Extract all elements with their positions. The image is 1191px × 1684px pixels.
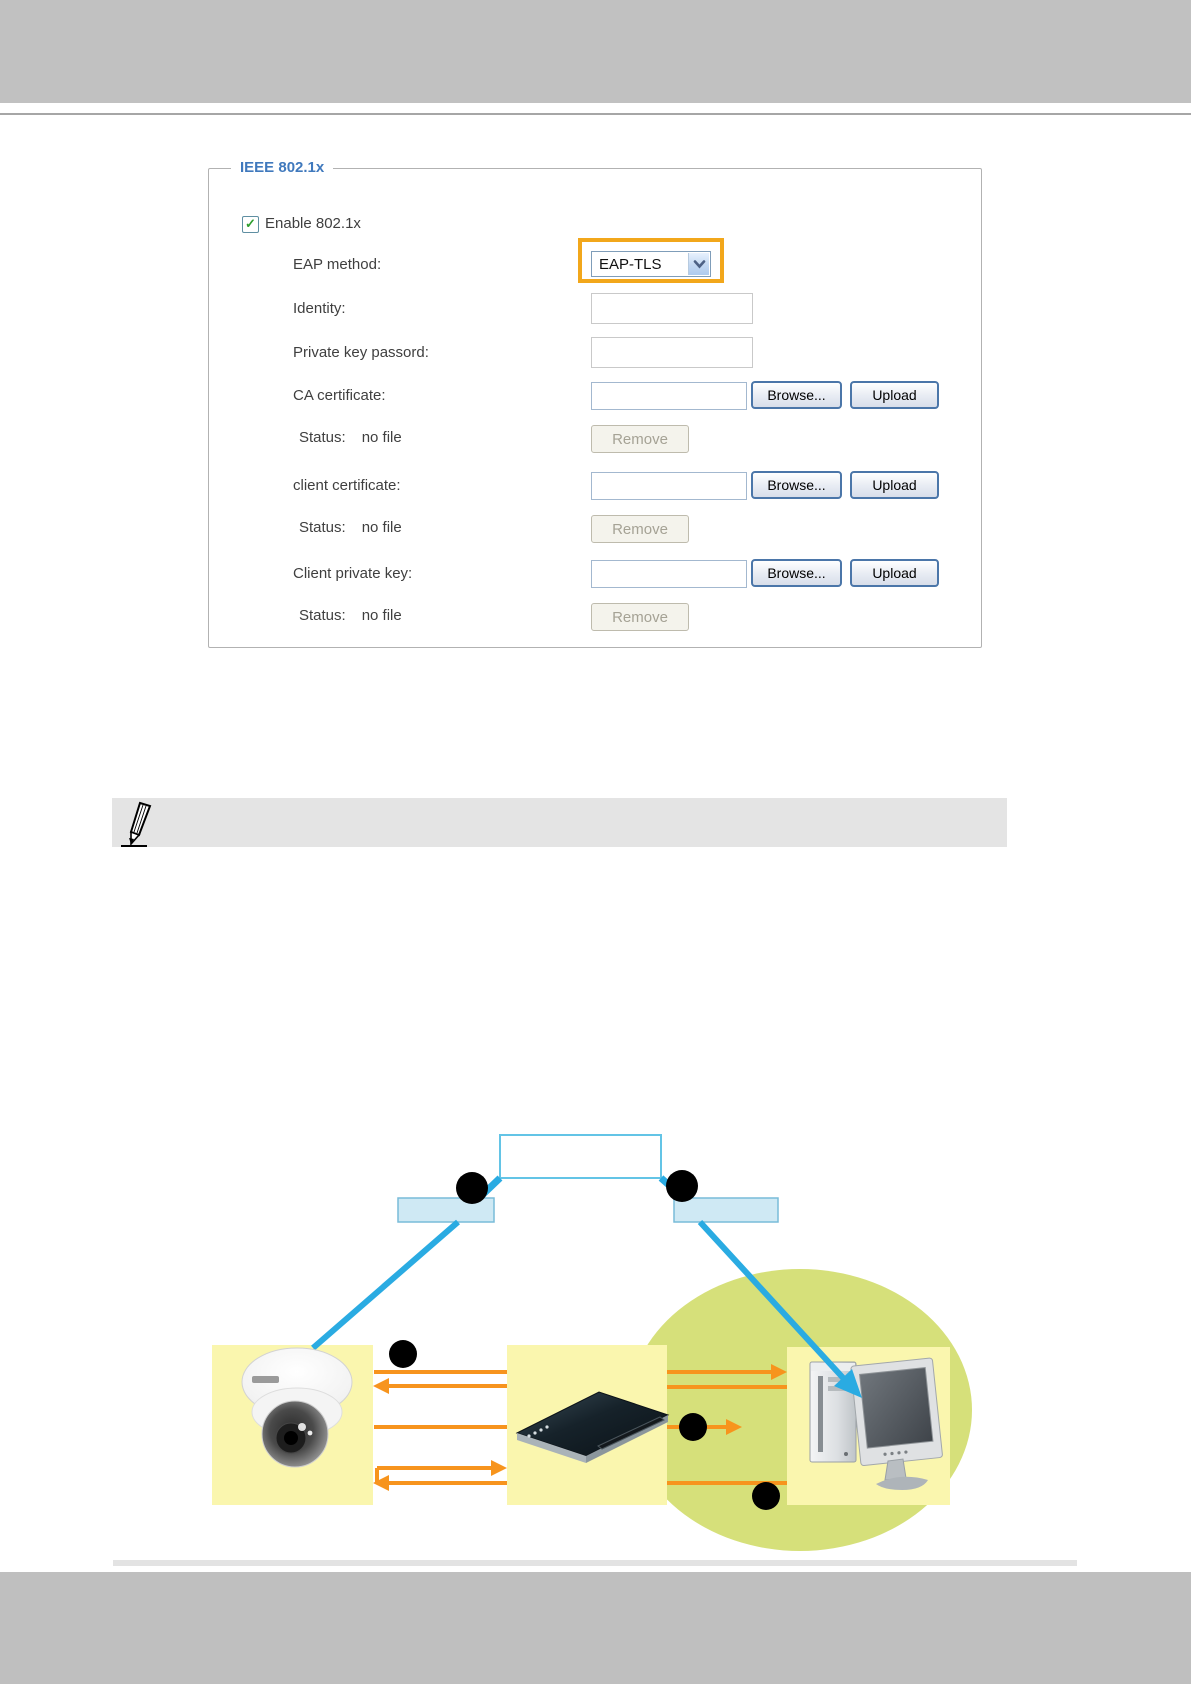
pencil-icon bbox=[118, 801, 166, 847]
client-cert-upload-button[interactable]: Upload bbox=[850, 471, 939, 499]
eap-method-selected-value: EAP-TLS bbox=[599, 256, 662, 273]
link-box-right bbox=[674, 1198, 778, 1222]
ca-upload-button[interactable]: Upload bbox=[850, 381, 939, 409]
server-box bbox=[500, 1135, 661, 1178]
ca-status-value: no file bbox=[361, 429, 402, 446]
check-icon: ✓ bbox=[245, 216, 256, 231]
client-cert-status-label: Status: no file bbox=[299, 519, 402, 536]
client-key-browse-button[interactable]: Browse... bbox=[751, 559, 842, 587]
client-key-upload-button[interactable]: Upload bbox=[850, 559, 939, 587]
eap-method-label: EAP method: bbox=[293, 256, 382, 273]
ca-remove-button[interactable]: Remove bbox=[591, 425, 689, 453]
arrowhead-to-camera-1 bbox=[373, 1378, 389, 1394]
note-bar bbox=[112, 798, 1007, 847]
client-key-status-value: no file bbox=[361, 607, 402, 624]
arrowhead-to-switch bbox=[491, 1460, 507, 1476]
ieee-8021x-fieldset bbox=[208, 159, 982, 648]
callout-dot-3 bbox=[389, 1340, 417, 1368]
ca-status-label: Status: no file bbox=[299, 429, 402, 446]
client-cert-status-value: no file bbox=[361, 519, 402, 536]
client-private-key-label: Client private key: bbox=[293, 565, 413, 582]
ca-browse-button[interactable]: Browse... bbox=[751, 381, 842, 409]
ca-certificate-label: CA certificate: bbox=[293, 387, 386, 404]
chevron-down-icon[interactable] bbox=[688, 253, 709, 275]
header-divider-line bbox=[0, 113, 1191, 115]
identity-label: Identity: bbox=[293, 300, 346, 317]
client-key-remove-button[interactable]: Remove bbox=[591, 603, 689, 631]
enable-8021x-label: Enable 802.1x bbox=[265, 215, 361, 232]
eap-method-select[interactable] bbox=[591, 251, 711, 277]
ca-certificate-file-input[interactable] bbox=[591, 382, 747, 410]
callout-dot-4 bbox=[679, 1413, 707, 1441]
enable-8021x-checkbox[interactable] bbox=[242, 216, 259, 233]
callout-dot-1 bbox=[456, 1172, 488, 1204]
callout-dot-5 bbox=[752, 1482, 780, 1510]
client-cert-remove-button[interactable]: Remove bbox=[591, 515, 689, 543]
8021x-network-diagram bbox=[0, 1040, 1191, 1560]
footer-band bbox=[0, 1572, 1191, 1684]
client-key-status-label: Status: no file bbox=[299, 607, 402, 624]
fieldset-legend: IEEE 802.1x bbox=[231, 159, 333, 176]
camera-uplink-line bbox=[313, 1222, 458, 1348]
client-private-key-file-input[interactable] bbox=[591, 560, 747, 588]
private-key-password-input[interactable] bbox=[591, 337, 753, 368]
callout-dot-2 bbox=[666, 1170, 698, 1202]
header-band bbox=[0, 0, 1191, 103]
private-key-password-label: Private key passord: bbox=[293, 344, 429, 361]
client-certificate-label: client certificate: bbox=[293, 477, 401, 494]
camera-switch-arrows bbox=[374, 1372, 507, 1483]
footer-divider-bar bbox=[113, 1560, 1077, 1566]
client-cert-browse-button[interactable]: Browse... bbox=[751, 471, 842, 499]
client-certificate-file-input[interactable] bbox=[591, 472, 747, 500]
identity-input[interactable] bbox=[591, 293, 753, 324]
